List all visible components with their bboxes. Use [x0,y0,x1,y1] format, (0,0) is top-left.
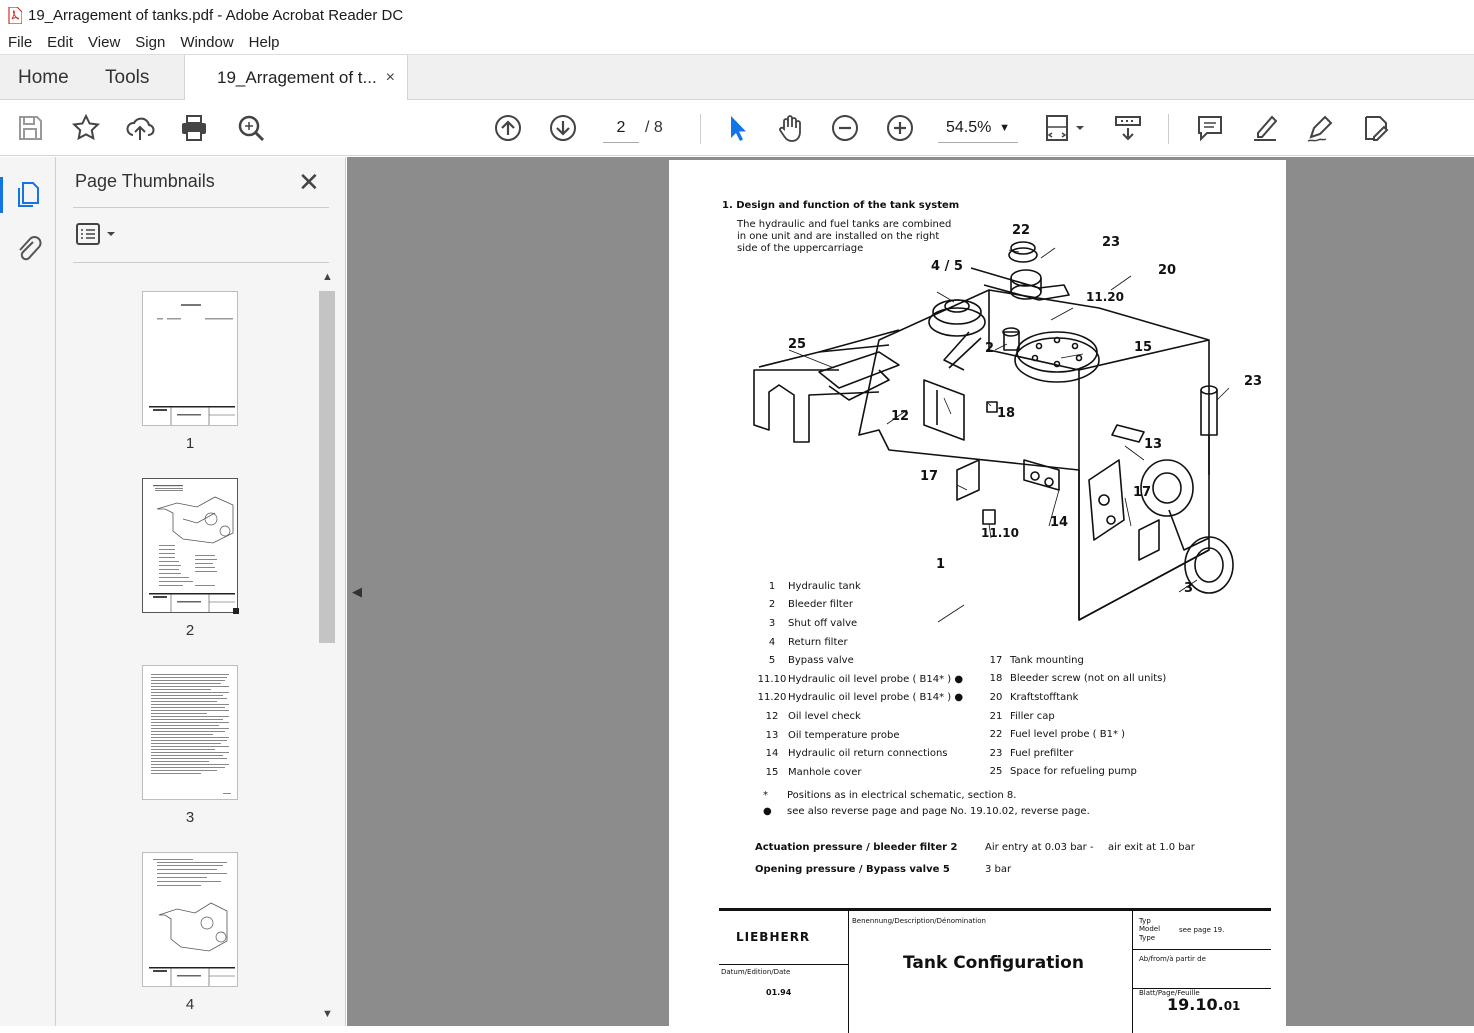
page-label: Blatt/Page/Feuille [1139,989,1200,997]
legend-row [756,689,963,708]
legend-text: Bleeder filter [788,599,853,611]
legend-row [982,744,1166,763]
callout: 18 [997,406,1016,421]
page-fit-icon[interactable] [1044,112,1088,144]
menu-window[interactable]: Window [180,33,234,51]
zoom-in-icon[interactable] [884,112,916,144]
scroll-up-icon[interactable]: ▲ [322,271,333,283]
callout: 12 [891,409,910,424]
callout: 20 [1158,263,1177,278]
document-title: Tank Configuration [903,953,1084,973]
toolbar-divider [1168,114,1169,144]
legend-row [756,726,963,745]
legend-text: Oil level check [788,710,861,722]
legend-row [982,707,1166,726]
date-label: Datum/Edition/Date [721,968,791,976]
legend-row [756,596,963,615]
from-label: Ab/from/à partir de [1139,955,1206,963]
title-block [719,908,1271,1030]
legend-row [756,670,963,689]
close-panel-icon[interactable]: ✕ [298,167,320,197]
legend-row [982,651,1166,670]
thumbnail-page-4[interactable] [142,852,238,987]
intro-line: side of the uppercarriage [737,243,864,254]
page-number-main: 19.10. [1167,995,1224,1014]
legend-row [982,725,1166,744]
divider [73,207,329,208]
legend-left [756,577,963,782]
spec-value: 3 bar [985,864,1012,875]
panel-title: Page Thumbnails [75,171,215,191]
legend-text: Manhole cover [788,766,862,778]
frame-line [1132,949,1271,950]
legend-text: Hydraulic oil level probe ( B14* ) ● [788,673,964,685]
toolbar-divider [700,114,701,144]
date-value: 01.94 [766,988,792,997]
title-bar [0,0,1474,30]
legend-row [756,707,963,726]
tab-document[interactable] [184,55,408,101]
window-title: 19_Arragement of tanks.pdf - Adobe Acrobat Reader DC [28,6,404,24]
previous-page-icon[interactable] [492,112,524,144]
legend-no: 17 [989,654,1003,666]
description-label: Benennung/Description/Dénomination [852,917,986,925]
intro-line: in one unit and are installed on the right [737,231,940,242]
callout: 22 [1012,223,1031,238]
legend-row [982,763,1166,782]
legend-text: Filler cap [1010,710,1055,722]
callout: 17 [920,469,939,484]
search-icon[interactable] [235,112,267,144]
legend-no: 1 [768,580,776,592]
legend-text: Oil temperature probe [788,729,900,741]
menu-edit[interactable]: Edit [47,33,74,51]
legend-no: 14 [765,748,779,760]
legend-no: 18 [989,673,1003,685]
legend-no: 25 [989,766,1003,778]
legend-text: Kraftstofftank [1010,691,1079,703]
page-thumbnails-icon[interactable] [14,179,42,211]
spec-label: Opening pressure / Bypass valve 5 [755,864,950,875]
spec-value: air exit at 1.0 bar [1108,842,1195,853]
legend-text: Hydraulic tank [788,580,861,592]
legend-row [756,577,963,596]
thumbnail-page-3[interactable] [142,665,238,800]
scroll-down-icon[interactable]: ▼ [322,1008,333,1020]
spec-value: Air entry at 0.03 bar - [985,842,1094,853]
frame-line [1132,911,1133,1033]
select-cursor-icon[interactable] [720,112,752,144]
legend-text: Hydraulic oil level probe ( B14* ) ● [788,692,964,704]
legend-text: Fuel prefilter [1010,747,1074,759]
legend-text: Return filter [788,636,848,648]
legend-row [756,651,963,670]
thumbnail-label: 3 [185,809,195,826]
callout: 1 [936,557,946,572]
chevron-down-icon: ▼ [999,122,1010,134]
document-viewport[interactable] [347,157,1474,1026]
scrollbar-thumb[interactable] [319,291,335,643]
menu-file[interactable]: File [8,33,33,51]
save-icon[interactable] [14,112,46,144]
thumbnail-options-icon[interactable] [75,222,119,246]
upload-cloud-icon[interactable] [124,112,156,144]
note-line: Positions as in electrical schematic, section 8. [787,790,1017,801]
callout: 14 [1050,515,1069,530]
spec-label: Actuation pressure / bleeder filter 2 [755,842,958,853]
legend-row [756,763,963,782]
legend-no: 12 [765,710,779,722]
callout: 23 [1102,235,1121,250]
brand-logo: LIEBHERR [736,930,811,944]
legend-row [756,744,963,763]
thumbnail-scrollbar[interactable] [318,269,336,1026]
legend-text: Tank mounting [1010,654,1084,666]
menu-sign[interactable]: Sign [135,33,166,51]
legend-no: 5 [768,655,776,667]
model-label: Model [1139,925,1161,933]
section-heading: 1. Design and function of the tank system [722,200,960,211]
callout: 4 / 5 [931,259,963,274]
callout: 25 [788,337,807,352]
frame-line [848,911,849,1033]
intro-line: The hydraulic and fuel tanks are combined [737,219,952,230]
legend-right [982,651,1166,781]
pdf-page [669,160,1286,1030]
callout: 13 [1144,437,1163,452]
rail-active-indicator [0,177,3,213]
note-symbol: * [763,790,768,801]
callout: 11.10 [981,526,1019,540]
legend-text: Bypass valve [788,655,854,667]
thumbnail-label: 4 [185,996,195,1013]
thumbnail-label: 2 [185,622,195,639]
tab-document-label: 19_Arragement of t... [217,68,377,87]
sign-pen-icon[interactable] [1304,112,1336,144]
zoom-out-icon[interactable] [829,112,861,144]
next-page-icon[interactable] [547,112,579,144]
legend-no: 15 [765,766,779,778]
callout: 3 [1184,581,1194,596]
pdf-file-icon [8,7,22,24]
collapse-panel-icon[interactable]: ◀ [352,584,362,599]
callout: 15 [1134,340,1153,355]
close-tab-icon[interactable]: × [385,69,395,86]
callout: 17 [1133,485,1152,500]
hand-tool-icon[interactable] [774,112,806,144]
tab-bar [0,54,1474,100]
thumbnail-page-1[interactable] [142,291,238,426]
legend-text: Fuel level probe ( B1* ) [1010,729,1126,741]
callout: 23 [1244,374,1263,389]
legend-row [982,670,1166,689]
left-rail [0,157,56,1026]
page-total: / 8 [645,119,663,136]
type-label: Type [1139,934,1156,942]
tab-home[interactable]: Home [18,67,69,88]
legend-no: 20 [989,691,1003,703]
zoom-level-select[interactable] [938,113,1018,143]
frame-line [719,964,848,965]
print-icon[interactable] [178,112,210,144]
legend-row [756,633,963,652]
note-symbol: ● [763,806,772,817]
legend-text: Space for refueling pump [1010,766,1137,778]
legend-text: Hydraulic oil return connections [788,748,948,760]
legend-no: 21 [989,710,1003,722]
menu-help[interactable]: Help [248,33,280,51]
menu-bar [0,30,1474,54]
scroll-mode-icon[interactable] [1112,112,1144,144]
legend-row [982,688,1166,707]
callout: 11.20 [1086,290,1124,304]
attachment-paperclip-icon[interactable] [14,233,42,265]
legend-no: 11.10 [757,673,787,685]
page-number-sub: 01 [1223,999,1241,1013]
note-line: see also reverse page and page No. 19.10.02, reverse page. [787,806,1090,817]
callout: 2 [985,341,995,356]
comment-icon[interactable] [1194,112,1226,144]
legend-no: 3 [768,617,776,629]
legend-text: Bleeder screw (not on all units) [1010,673,1167,685]
thumbnails-panel [56,157,346,1026]
edit-tools-icon[interactable] [1359,112,1391,144]
legend-no: 2 [768,599,776,611]
tab-tools[interactable]: Tools [105,67,150,88]
see-page-note: see page 19. [1179,926,1225,934]
zoom-level-value: 54.5% [946,119,992,136]
legend-text: Shut off valve [788,617,858,629]
legend-no: 13 [765,729,779,741]
page-number-input[interactable]: 2 [603,113,639,143]
highlight-pen-icon[interactable] [1249,112,1281,144]
page-number [1167,995,1240,1014]
legend-no: 23 [989,747,1003,759]
menu-view[interactable]: View [88,33,121,51]
thumbnail-label: 1 [185,435,195,452]
thumbnail-page-2[interactable] [142,478,238,613]
legend-no: 22 [989,729,1003,741]
bookmark-star-icon[interactable] [70,112,102,144]
legend-row [756,614,963,633]
divider [73,262,329,263]
legend-no: 11.20 [757,692,787,704]
typ-label: Typ [1139,917,1151,925]
legend-no: 4 [768,636,776,648]
